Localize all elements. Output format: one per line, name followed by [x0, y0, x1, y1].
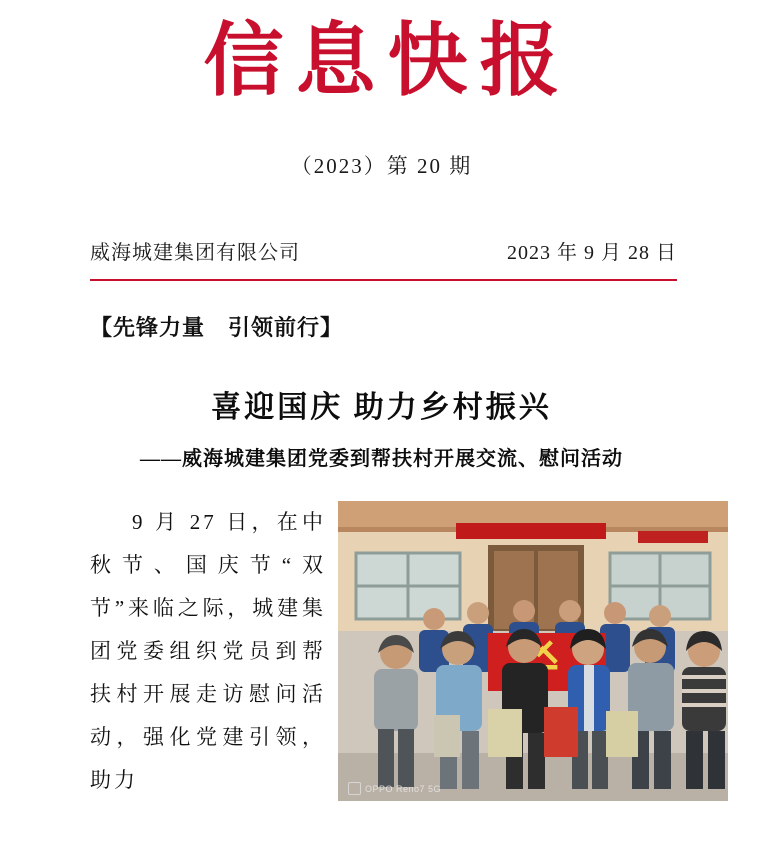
article-headline: 喜迎国庆 助力乡村振兴: [211, 391, 552, 424]
publication-date: 2023 年 9 月 28 日: [507, 242, 677, 264]
publisher-row: [48, 236, 715, 265]
header-divider: [90, 279, 677, 281]
issue-number: （2023）第 20 期: [290, 154, 473, 178]
photo-watermark: [348, 782, 441, 795]
masthead-title: 信息快报: [203, 13, 572, 107]
article-photo: [338, 501, 728, 801]
masthead: [48, 0, 715, 106]
camera-icon: [348, 782, 361, 795]
article-subheadline: ——威海城建集团党委到帮扶村开展交流、慰问活动: [140, 448, 623, 470]
publisher-organization: 威海城建集团有限公司: [90, 242, 300, 264]
column-heading: 【先锋力量 引领前行】: [90, 315, 344, 340]
article-paragraph: 9 月 27 日，在中秋节、国庆节“双节”来临之际，城建集团党委组织党员到帮扶村开展走访慰问活动，强化党建引领，助力: [90, 510, 326, 793]
article-body-area: [48, 501, 715, 802]
article-body-text: [90, 501, 326, 802]
photo-watermark-text: OPPO Reno7 5G: [365, 783, 442, 794]
